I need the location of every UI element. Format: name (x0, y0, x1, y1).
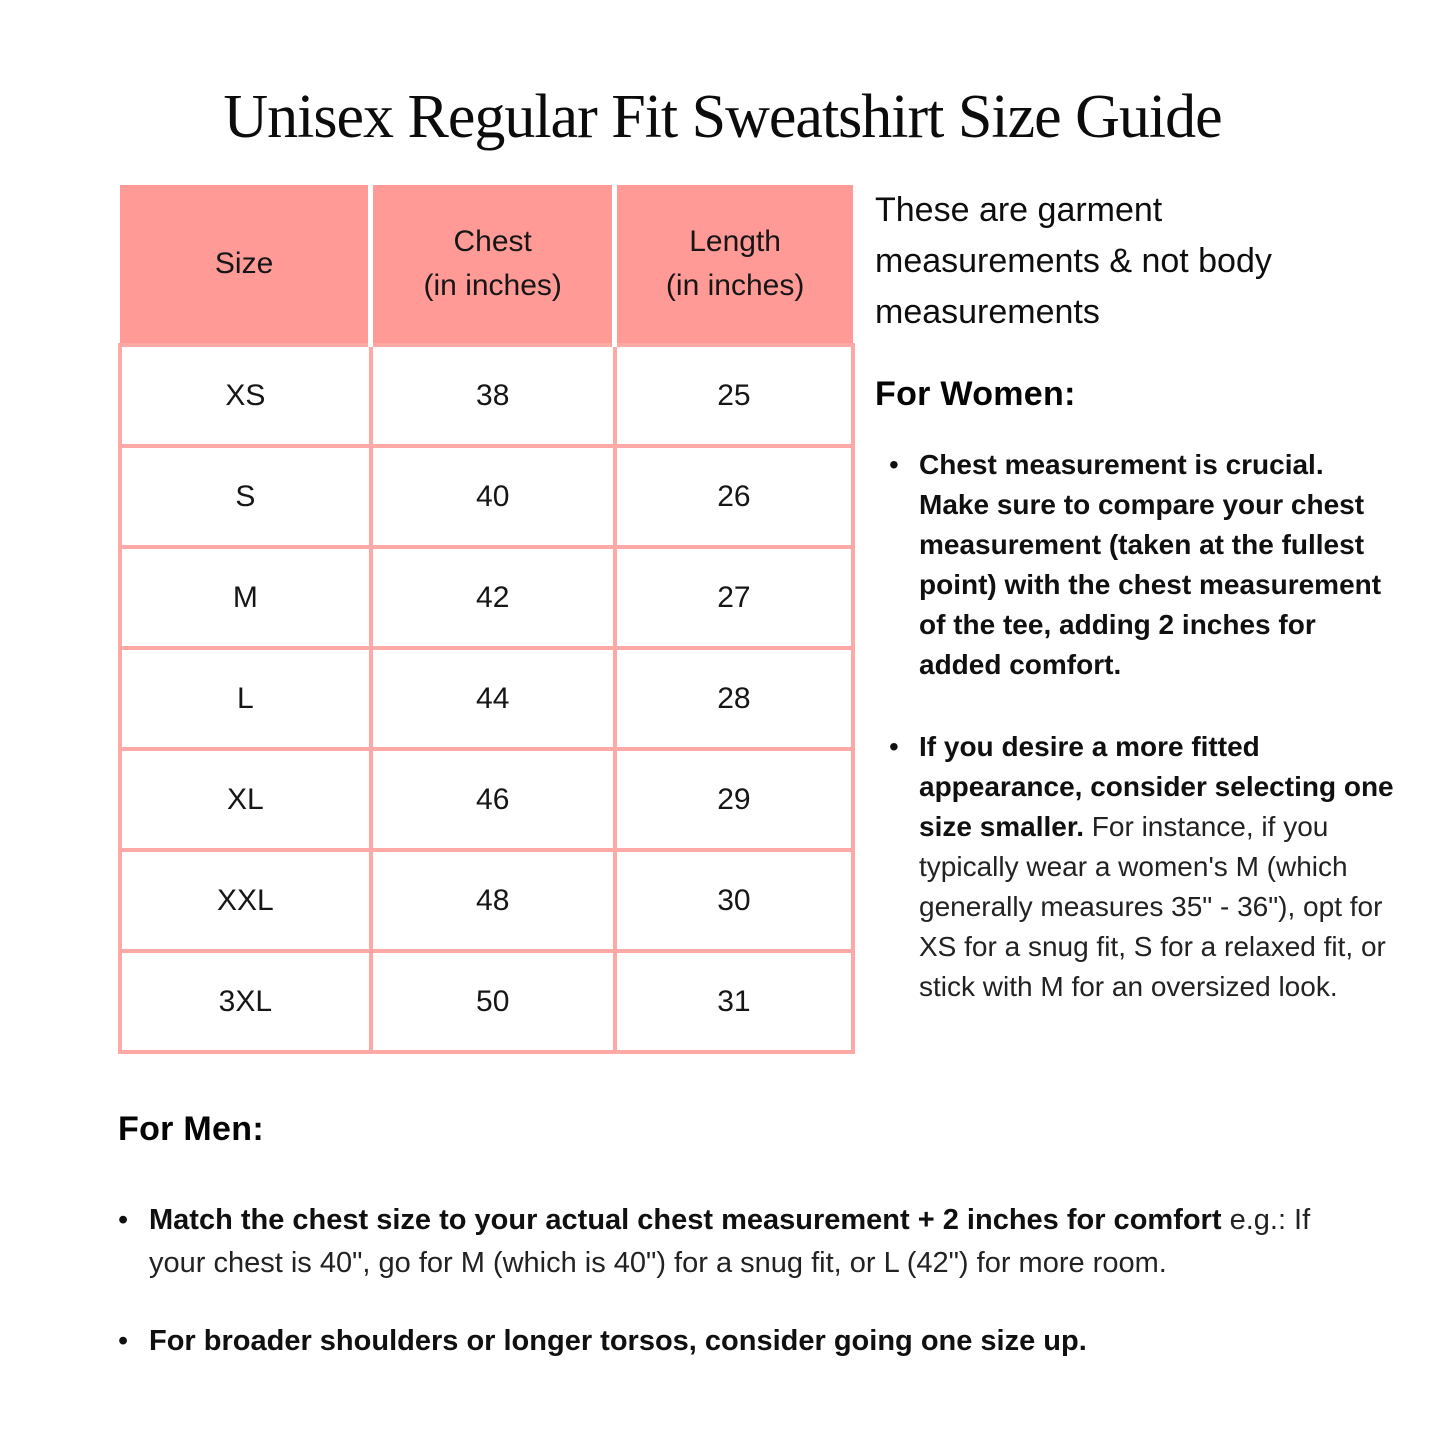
notes-column (875, 185, 1395, 1049)
list-item (875, 445, 1395, 685)
list-item (875, 727, 1395, 1007)
table-header-row (120, 185, 853, 345)
column-header-size (120, 185, 371, 345)
chest-cell: 46 (371, 749, 615, 850)
column-header-label: Length (689, 225, 781, 258)
bullet-lead-text: Chest measurement is crucial. Make sure to compare your chest measurement (taken at the fullest point) with the chest measurement of the tee, adding 2 inches for added comfort. (919, 449, 1382, 680)
table-row (120, 749, 853, 850)
chest-cell: 38 (371, 345, 615, 446)
men-section (0, 1110, 1445, 1363)
women-bullet-list (875, 445, 1395, 1007)
chest-cell: 50 (371, 951, 615, 1052)
chest-cell: 48 (371, 850, 615, 951)
table-row (120, 951, 853, 1052)
table-row (120, 648, 853, 749)
list-item (118, 1320, 1355, 1363)
size-cell: 3XL (120, 951, 371, 1052)
garment-measurements-note: These are garment measurements & not body measurements (875, 191, 1272, 331)
chest-cell: 44 (371, 648, 615, 749)
bullet-lead-text: For broader shoulders or longer torsos, consider going one size up. (149, 1325, 1087, 1357)
size-cell: L (120, 648, 371, 749)
chest-cell: 42 (371, 547, 615, 648)
length-cell: 31 (615, 951, 853, 1052)
column-header-length (615, 185, 853, 345)
chest-cell: 40 (371, 446, 615, 547)
table-row (120, 446, 853, 547)
bullet-rest-text: For instance, if you typically wear a women's M (which generally measures 35" - 36"), opt for XS for a snug fit, S for a relaxed fit, or stick with M for an oversized look. (919, 811, 1386, 1002)
length-cell: 30 (615, 850, 853, 951)
content-row (0, 185, 1445, 1054)
column-header-sub: (in inches) (423, 269, 562, 302)
column-header-label: Chest (453, 225, 532, 258)
for-men-heading: For Men: (118, 1110, 264, 1148)
column-header-label: Size (214, 247, 274, 280)
size-table (118, 185, 855, 1054)
size-cell: XXL (120, 850, 371, 951)
size-cell: XS (120, 345, 371, 446)
table-row (120, 547, 853, 648)
column-header-chest (371, 185, 615, 345)
size-cell: XL (120, 749, 371, 850)
length-cell: 25 (615, 345, 853, 446)
column-header-sub: (in inches) (665, 269, 805, 302)
list-item (118, 1199, 1355, 1285)
length-cell: 26 (615, 446, 853, 547)
size-cell: M (120, 547, 371, 648)
length-cell: 27 (615, 547, 853, 648)
table-row (120, 850, 853, 951)
table-row (120, 345, 853, 446)
size-cell: S (120, 446, 371, 547)
bullet-lead-text: If you desire a more fitted appearance, consider selecting one size smaller. (919, 731, 1394, 842)
page-title: Unisex Regular Fit Sweatshirt Size Guide (223, 83, 1222, 151)
for-women-heading: For Women: (875, 375, 1076, 413)
bullet-rest-text: e.g.: If your chest is 40", go for M (which is 40") for a snug fit, or L (42") for more room. (149, 1204, 1311, 1279)
bullet-lead-text: Match the chest size to your actual chest measurement + 2 inches for comfort (149, 1204, 1222, 1236)
length-cell: 29 (615, 749, 853, 850)
men-bullet-list (118, 1199, 1355, 1363)
length-cell: 28 (615, 648, 853, 749)
